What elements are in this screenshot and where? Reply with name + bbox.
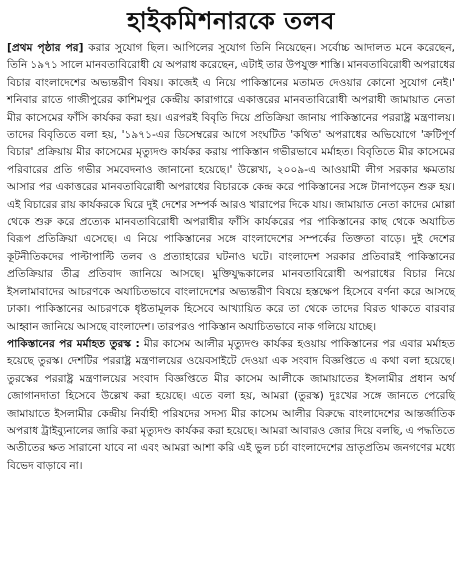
continuation-marker: [প্রথম পৃষ্ঠার পর] — [7, 42, 84, 54]
headline: হাইকমিশনারকে তলব — [127, 7, 335, 35]
paragraph-1-text: করার সুযোগ ছিল। আপিলের সুযোগ তিনি নিয়েছেন। সর্বোচ্চ আদালত মনে করেছেন, তিনি ১৯৭১ সালে মানবতাবিরোধী যে অপরাধ করেছেন, এটাই তার উপযুক্ত শাস্তি। মানবতাবিরোধী অপরাধের বিচার বাংলাদেশের অভ্যন্তরীণ বিষয়। কাজেই এ নিয়ে পাকিস্তানের মতামত দেওয়ার কোনো সুযোগ নেই।' শনিবার রাতে গাজীপুরের কাশিমপুর কেন্দ্রীয় কারাগারে একাত্তরের মানবতাবিরোধী অপরাধী জামায়াত নেতা মীর কাসেমের ফাঁসি কার্যকর করা হয়। এরপরই বিবৃতি দিয়ে প্রতিক্রিয়া জানায় পাকিস্তানের পররাষ্ট্র মন্ত্রণালয়। তাদের বিবৃতিতে বলা হয়, '১৯৭১-এর ডিসেম্বরের আগে সংঘটিত 'কথিত' অপরাধের অভিযোগে 'ক্রটিপূর্ণ বিচার' প্রক্রিয়ায় মীর কাসেমের মৃত্যুদণ্ড কার্যকর করায় পাকিস্তান গভীরভাবে মর্মাহত। বিবৃতিতে মীর কাসেমের পরিবারের প্রতি গভীর সমবেদনাও জানানো হয়েছে।' উল্লেখ্য, ২০০৯-এ আওয়ামী লীগ সরকার ক্ষমতায় আসার পর একাত্তরের মানবতাবিরোধী অপরাধের বিচারকে কেন্দ্র করে পাকিস্তানের সঙ্গে টানাপড়েন শুরু হয়। এই বিচারের রায় কার্যকরকে ঘিরে দুই দেশের সম্পর্ক আরও খারাপের দিকে যায়। জামায়াত নেতা কাদের মোল্লা থেকে শুরু করে প্রত্যেক মানবতাবিরোধী অপরাধীর ফাঁসি কার্যকরের পর পাকিস্তানের কাছ থেকে অযাচিত বিরূপ প্রতিক্রিয়া এসেছে। এ নিয়ে পাকিস্তানের সঙ্গে বাংলাদেশের সম্পর্কের তিক্ততা বাড়ে। দুই দেশের কূটনীতিকদের পাল্টাপাল্টি তলব ও প্রত্যাহারের ঘটনাও ঘটে। বাংলাদেশ সরকার প্রতিবারই পাকিস্তানের প্রতিক্রিয়ার তীব্র প্রতিবাদ জানিয়ে আসছে। মুক্তিযুদ্ধকালের মানবতাবিরোধী অপরাধের বিচার নিয়ে ইসলামাবাদের আচরণকে অযাচিতভাবে বাংলাদেশের অভ্যন্তরীণ বিষয়ে হস্তক্ষেপ হিসেবে বর্ণনা করে আসছে ঢাকা। পাকিস্তানের আচরণকে ধৃষ্টতামূলক হিসেবে আখ্যায়িত করে তা থেকে তাদের বিরত থাকতে বারবার আহ্বান জানিয়ে আসছে বাংলাদেশ। তারপরও পাকিস্তান অযাচিতভাবে নাক গলিয়ে যাচ্ছে। — [7, 42, 456, 333]
article-paragraph-1 — [7, 40, 455, 336]
article-paragraph-2 — [7, 336, 455, 475]
subheading-turkey: পাকিস্তানের পর মর্মাহত তুরস্ক : — [7, 337, 140, 350]
paragraph-2-text: মীর কাসেম আলীর মৃত্যুদণ্ড কার্যকর হওয়ায় পাকিস্তানের পর এবার মর্মাহত হয়েছে তুরস্ক। দেশটির পররাষ্ট্র মন্ত্রণালয়ের ওয়েবসাইটে দেওয়া এক সংবাদ বিজ্ঞপ্তিতে এ কথা বলা হয়েছে। তুরস্কের পররাষ্ট্র মন্ত্রণালয়ের সংবাদ বিজ্ঞপ্তিতে মীর কাসেম আলীকে জামায়াতের ইসলামীর প্রধান অর্থ জোগানদাতা হিসেবে উল্লেখ করা হয়েছে। এতে বলা হয়, আমরা (তুরস্ক) দুঃখের সঙ্গে জানতে পেরেছি জামায়াতে ইসলামীর কেন্দ্রীয় নির্বাহী পরিষদের সদস্য মীর কাসেম আলীর বিরুদ্ধে বাংলাদেশের আন্তর্জাতিক অপরাধ ট্রাইব্যুনালের জারি করা মৃত্যুদণ্ড কার্যকর করা হয়েছে। আমরা আবারও জোর দিয়ে বলছি, এ পদ্ধতিতে অতীতের ক্ষত সারানো যাবে না এবং আমরা আশা করি এই ভুল চর্চা বাংলাদেশের ভ্রাতৃপ্রতিম জনগণের মধ্যে বিভেদ বাড়াবে না। — [7, 337, 455, 472]
